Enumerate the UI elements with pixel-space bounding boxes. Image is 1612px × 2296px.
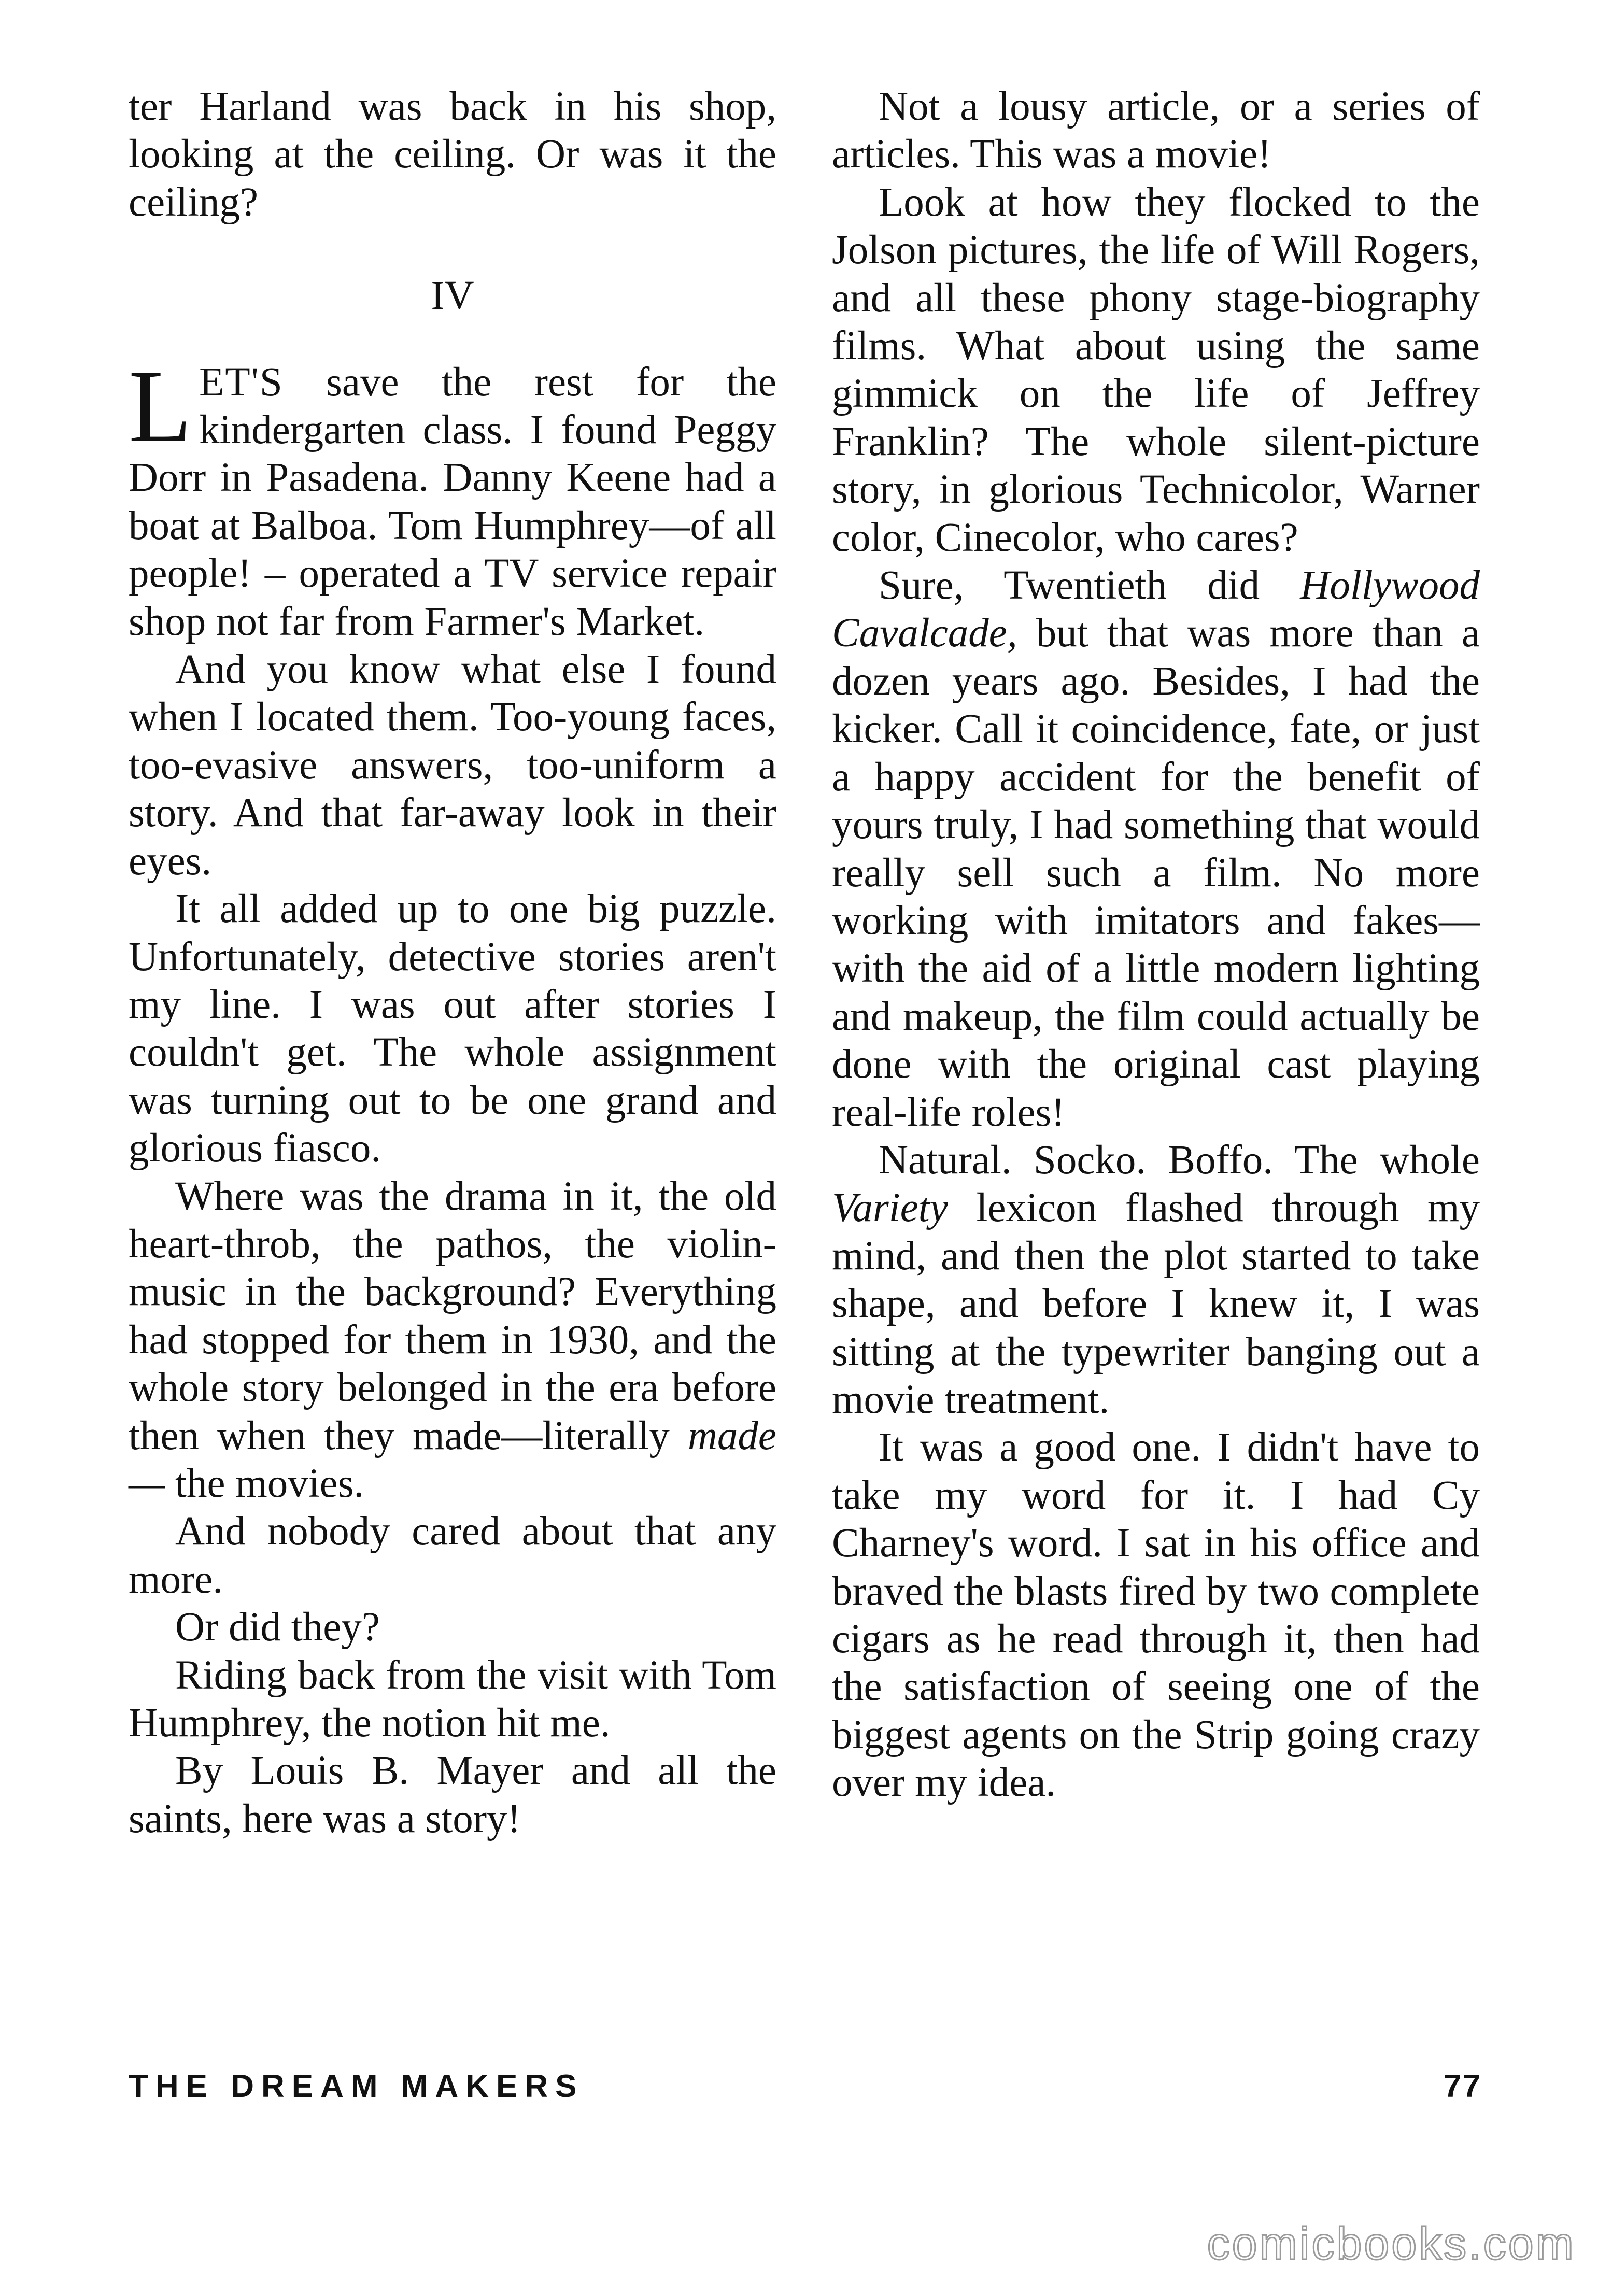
- paragraph-text: but that was more than a dozen years ago. Besides, I had the kicker. Call it coincidence, fate, or just a happy accident for the benefit of yours truly, I had something that would really sell such a film. No more working with imitators and fakes—with the aid of a little modern lighting and makeup, the film could actually be done with the original cast playing real-life roles!: [832, 611, 1480, 1135]
- italic-text: Hollywood Cavalcade,: [832, 563, 1480, 656]
- lead-in-caps: ET'S: [199, 359, 284, 405]
- paragraph-text: save the rest for the kindergarten class. I found Peggy Dorr in Pasadena. Danny Keene had a boat at Balboa. Tom Humphrey—of all people! – operated a TV service repair shop not far from Farmer's Market.: [129, 359, 776, 644]
- paragraph: Look at how they flocked to the Jolson pictures, the life of Will Rogers, and all these phony stage-biography films. What about using the same gimmick on the life of Jeffrey Franklin? The whole silent-picture story, in glorious Technicolor, Warner color, Cinecolor, who cares?: [832, 179, 1480, 560]
- paragraph-text: Sure, Twentieth did: [879, 563, 1300, 608]
- paragraph: [129, 1173, 776, 1508]
- paragraph: And nobody cared about that any more.: [129, 1509, 776, 1602]
- paragraph: ter Harland was back in his shop, looking at the ceiling. Or was it the ceiling?: [129, 84, 776, 225]
- magazine-title: THE DREAM MAKERS: [129, 2068, 584, 2104]
- paragraph: Or did they?: [175, 1605, 380, 1650]
- paragraph-text: Where was the drama in it, the old heart-throb, the pathos, the violin-music in the background? Everything had stopped for them in 1930, and the whole story belonged in the era before then when they made—literally: [129, 1173, 776, 1458]
- paragraph: And you know what else I found when I located them. Too-young faces, too-evasive answers, too-uniform a story. And that far-away look in their eyes.: [129, 647, 776, 884]
- paragraph-text: the movies.: [165, 1461, 364, 1506]
- paragraph: [129, 349, 776, 646]
- italic-text: Variety: [832, 1185, 948, 1231]
- paragraph-text: Natural. Socko. Boffo. The whole: [879, 1137, 1480, 1183]
- paragraph: [832, 1137, 1480, 1424]
- page-number: 77: [1444, 2068, 1481, 2104]
- italic-text: made—: [129, 1413, 776, 1506]
- paragraph: [832, 562, 1480, 1137]
- paragraph: It all added up to one big puzzle. Unfortunately, detective stories aren't my line. I was out after stories I couldn't get. The whole assignment was turning out to be one grand and glorious fiasco.: [129, 886, 776, 1171]
- paragraph: By Louis B. Mayer and all the saints, here was a story!: [129, 1748, 776, 1841]
- paragraph: It was a good one. I didn't have to take my word for it. I had Cy Charney's word. I sat in his office and braved the blasts fired by two complete cigars as he read through it, then had the satisfaction of seeing one of the biggest agents on the Strip going crazy over my idea.: [832, 1425, 1480, 1806]
- watermark: comicbooks.com: [1207, 2218, 1576, 2269]
- right-column: [832, 83, 1480, 1807]
- drop-cap: L: [129, 349, 192, 464]
- paragraph-text: lexicon flashed through my mind, and then the plot started to take shape, and before I knew it, I was sitting at the typewriter banging out a movie treatment.: [832, 1185, 1480, 1422]
- paragraph: Not a lousy article, or a series of articles. This was a movie!: [832, 84, 1480, 177]
- left-column: [129, 83, 776, 1843]
- paragraph: Riding back from the visit with Tom Humphrey, the notion hit me.: [129, 1652, 776, 1746]
- section-numeral: IV: [431, 273, 474, 319]
